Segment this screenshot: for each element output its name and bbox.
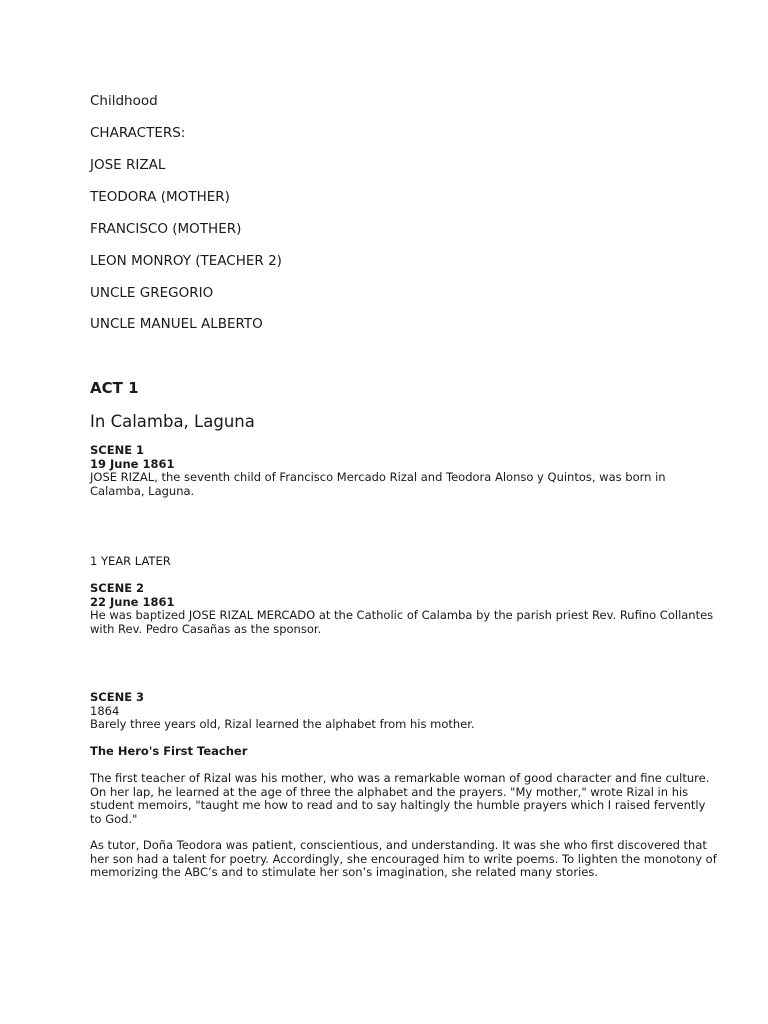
scene-1-date: 19 June 1861 [90, 456, 175, 471]
text-line: He was baptized JOSE RIZAL MERCADO at the Catholic of Calamba by the parish priest Rev. Rufino Collantes [90, 608, 714, 622]
character-item: JOSE RIZAL [90, 157, 166, 173]
scene-3-date: 1864 [90, 703, 120, 718]
text-line: student memoirs, "taught me how to read and to say haltingly the humble prayers which I raised fervently [90, 798, 706, 812]
act-title: ACT 1 [90, 379, 139, 397]
section-title: The Hero's First Teacher [90, 744, 248, 758]
document-heading: Childhood [90, 93, 158, 109]
characters-label: CHARACTERS: [90, 125, 186, 141]
text-line: memorizing the ABC’s and to stimulate her son’s imagination, she related many stories. [90, 865, 598, 879]
character-item: UNCLE MANUEL ALBERTO [90, 316, 263, 332]
scene-2-date: 22 June 1861 [90, 594, 175, 609]
text-line: JOSE RIZAL, the seventh child of Francisco Mercado Rizal and Teodora Alonso y Quintos, was born in [90, 470, 666, 484]
scene-3-text [90, 718, 690, 732]
scene-3-title: SCENE 3 [90, 690, 145, 704]
scene-2-text [90, 608, 714, 636]
text-line: The first teacher of Rizal was his mother, who was a remarkable woman of good character and fine culture. [90, 771, 710, 785]
character-item: FRANCISCO (MOTHER) [90, 221, 242, 237]
scene-2-title: SCENE 2 [90, 581, 145, 595]
scene-1-text [90, 471, 690, 498]
character-item: TEODORA (MOTHER) [90, 189, 230, 205]
act-place: In Calamba, Laguna [90, 412, 255, 431]
text-line: to God." [90, 811, 138, 826]
text-line: Barely three years old, Rizal learned the alphabet from his mother. [90, 717, 475, 731]
paragraph-tutor [90, 838, 717, 880]
character-item: LEON MONROY (TEACHER 2) [90, 253, 282, 269]
text-line: Calamba, Laguna. [90, 483, 195, 498]
character-item: UNCLE GREGORIO [90, 285, 214, 301]
text-line: As tutor, Doña Teodora was patient, conscientious, and understanding. It was she who first discovered that [90, 838, 707, 852]
text-line: On her lap, he learned at the age of three the alphabet and the prayers. "My mother," wrote Rizal in his [90, 784, 689, 799]
text-line: with Rev. Pedro Casañas as the sponsor. [90, 621, 322, 636]
text-line: her son had a talent for poetry. Accordingly, she encouraged him to write poems. To lighten the monotony of [90, 851, 717, 866]
interlude-text: 1 YEAR LATER [90, 554, 171, 568]
paragraph-first-teacher [90, 771, 710, 826]
scene-1-title: SCENE 1 [90, 443, 145, 457]
